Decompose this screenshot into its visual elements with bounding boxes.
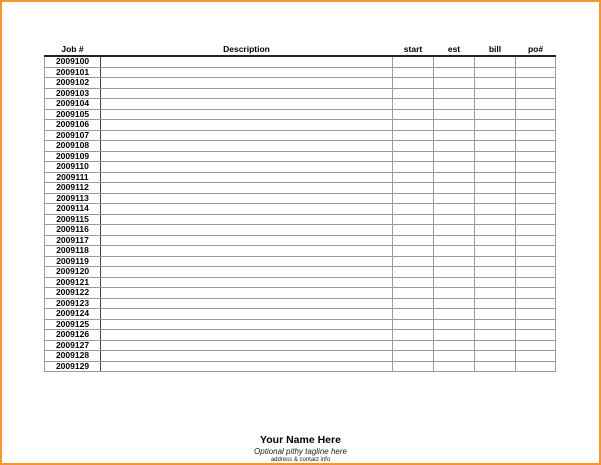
table-row: [45, 204, 556, 215]
job-cell: 2009126: [45, 330, 101, 341]
est-cell[interactable]: [434, 235, 475, 246]
job-cell: 2009112: [45, 183, 101, 194]
footer-name: Your Name Here: [260, 434, 341, 446]
bill-cell[interactable]: [475, 141, 516, 152]
job-cell: 2009116: [45, 225, 101, 236]
description-cell[interactable]: [101, 151, 393, 162]
po-cell[interactable]: [516, 183, 556, 194]
job-cell: 2009124: [45, 309, 101, 320]
table-row: [45, 172, 556, 183]
table-row: [45, 288, 556, 299]
description-cell[interactable]: [101, 214, 393, 225]
job-cell: 2009103: [45, 88, 101, 99]
header-job: Job #: [61, 44, 84, 54]
start-cell[interactable]: [393, 277, 434, 288]
est-cell[interactable]: [434, 214, 475, 225]
job-cell: 2009110: [45, 162, 101, 173]
bill-cell[interactable]: [475, 288, 516, 299]
bill-cell[interactable]: [475, 204, 516, 215]
est-cell[interactable]: [434, 141, 475, 152]
start-cell[interactable]: [393, 109, 434, 120]
description-cell[interactable]: [101, 78, 393, 89]
po-cell[interactable]: [516, 277, 556, 288]
job-cell: 2009125: [45, 319, 101, 330]
table-row: [45, 246, 556, 257]
job-cell: 2009119: [45, 256, 101, 267]
table-row: [45, 235, 556, 246]
description-cell[interactable]: [101, 99, 393, 110]
job-cell: 2009122: [45, 288, 101, 299]
table-row: [45, 151, 556, 162]
est-cell[interactable]: [434, 298, 475, 309]
start-cell[interactable]: [393, 214, 434, 225]
table-row: [45, 99, 556, 110]
table-row: [45, 277, 556, 288]
description-cell[interactable]: [101, 109, 393, 120]
est-cell[interactable]: [434, 99, 475, 110]
start-cell[interactable]: [393, 56, 434, 67]
job-cell: 2009115: [45, 214, 101, 225]
table-row: [45, 56, 556, 67]
est-cell[interactable]: [434, 340, 475, 351]
bill-cell[interactable]: [475, 246, 516, 257]
po-cell[interactable]: [516, 151, 556, 162]
po-cell[interactable]: [516, 351, 556, 362]
po-cell[interactable]: [516, 130, 556, 141]
po-cell[interactable]: [516, 99, 556, 110]
est-cell[interactable]: [434, 267, 475, 278]
bill-cell[interactable]: [475, 56, 516, 67]
po-cell[interactable]: [516, 67, 556, 78]
table-row: [45, 109, 556, 120]
est-cell[interactable]: [434, 225, 475, 236]
job-cell: 2009128: [45, 351, 101, 362]
est-cell[interactable]: [434, 277, 475, 288]
est-cell[interactable]: [434, 246, 475, 257]
header-description: Description: [223, 44, 270, 54]
description-cell[interactable]: [101, 130, 393, 141]
po-cell[interactable]: [516, 256, 556, 267]
table-row: [45, 162, 556, 173]
footer-address: address & contact info: [270, 457, 331, 463]
start-cell[interactable]: [393, 172, 434, 183]
job-cell: 2009107: [45, 130, 101, 141]
description-cell[interactable]: [101, 56, 393, 67]
description-cell[interactable]: [101, 183, 393, 194]
table-row: [45, 267, 556, 278]
est-cell[interactable]: [434, 288, 475, 299]
po-cell[interactable]: [516, 141, 556, 152]
est-cell[interactable]: [434, 330, 475, 341]
table-row: [45, 130, 556, 141]
start-cell[interactable]: [393, 99, 434, 110]
job-cell: 2009100: [45, 56, 101, 67]
po-cell[interactable]: [516, 330, 556, 341]
start-cell[interactable]: [393, 340, 434, 351]
est-cell[interactable]: [434, 361, 475, 372]
bill-cell[interactable]: [475, 67, 516, 78]
po-cell[interactable]: [516, 172, 556, 183]
po-cell[interactable]: [516, 78, 556, 89]
description-cell[interactable]: [101, 256, 393, 267]
po-cell[interactable]: [516, 88, 556, 99]
est-cell[interactable]: [434, 88, 475, 99]
bill-cell[interactable]: [475, 109, 516, 120]
start-cell[interactable]: [393, 246, 434, 257]
bill-cell[interactable]: [475, 361, 516, 372]
description-cell[interactable]: [101, 204, 393, 215]
start-cell[interactable]: [393, 130, 434, 141]
job-cell: 2009114: [45, 204, 101, 215]
est-cell[interactable]: [434, 109, 475, 120]
table-row: [45, 225, 556, 236]
bill-cell[interactable]: [475, 225, 516, 236]
table-row: [45, 193, 556, 204]
bill-cell[interactable]: [475, 309, 516, 320]
start-cell[interactable]: [393, 288, 434, 299]
description-cell[interactable]: [101, 309, 393, 320]
bill-cell[interactable]: [475, 267, 516, 278]
start-cell[interactable]: [393, 162, 434, 173]
table-row: [45, 309, 556, 320]
table-row: [45, 361, 556, 372]
table-row: [45, 67, 556, 78]
bill-cell[interactable]: [475, 351, 516, 362]
job-cell: 2009102: [45, 78, 101, 89]
description-cell[interactable]: [101, 288, 393, 299]
po-cell[interactable]: [516, 120, 556, 131]
job-cell: 2009118: [45, 246, 101, 257]
job-cell: 2009104: [45, 99, 101, 110]
start-cell[interactable]: [393, 88, 434, 99]
est-cell[interactable]: [434, 78, 475, 89]
est-cell[interactable]: [434, 120, 475, 131]
job-cell: 2009108: [45, 141, 101, 152]
po-cell[interactable]: [516, 361, 556, 372]
po-cell[interactable]: [516, 204, 556, 215]
start-cell[interactable]: [393, 67, 434, 78]
job-cell: 2009105: [45, 109, 101, 120]
job-cell: 2009121: [45, 277, 101, 288]
table-row: [45, 330, 556, 341]
bill-cell[interactable]: [475, 277, 516, 288]
description-cell[interactable]: [101, 319, 393, 330]
est-cell[interactable]: [434, 309, 475, 320]
description-cell[interactable]: [101, 330, 393, 341]
est-cell[interactable]: [434, 256, 475, 267]
job-cell: 2009123: [45, 298, 101, 309]
start-cell[interactable]: [393, 330, 434, 341]
header-est: est: [447, 44, 461, 54]
table-row: [45, 141, 556, 152]
description-cell[interactable]: [101, 235, 393, 246]
description-cell[interactable]: [101, 120, 393, 131]
table-row: [45, 351, 556, 362]
start-cell[interactable]: [393, 351, 434, 362]
start-cell[interactable]: [393, 225, 434, 236]
start-cell[interactable]: [393, 78, 434, 89]
est-cell[interactable]: [434, 172, 475, 183]
description-cell[interactable]: [101, 172, 393, 183]
est-cell[interactable]: [434, 319, 475, 330]
start-cell[interactable]: [393, 151, 434, 162]
start-cell[interactable]: [393, 141, 434, 152]
bill-cell[interactable]: [475, 256, 516, 267]
bill-cell[interactable]: [475, 78, 516, 89]
header-bill: bill: [488, 44, 502, 54]
job-cell: 2009129: [45, 361, 101, 372]
bill-cell[interactable]: [475, 298, 516, 309]
po-cell[interactable]: [516, 246, 556, 257]
description-cell[interactable]: [101, 67, 393, 78]
description-cell[interactable]: [101, 340, 393, 351]
job-log-table: [44, 44, 556, 372]
job-cell: 2009111: [45, 172, 101, 183]
description-cell[interactable]: [101, 225, 393, 236]
description-cell[interactable]: [101, 141, 393, 152]
table-row: [45, 214, 556, 225]
po-cell[interactable]: [516, 235, 556, 246]
header-row: [45, 44, 556, 56]
description-cell[interactable]: [101, 88, 393, 99]
header-start: start: [403, 44, 423, 54]
est-cell[interactable]: [434, 193, 475, 204]
bill-cell[interactable]: [475, 214, 516, 225]
table-row: [45, 298, 556, 309]
table-row: [45, 319, 556, 330]
bill-cell[interactable]: [475, 151, 516, 162]
bill-cell[interactable]: [475, 172, 516, 183]
po-cell[interactable]: [516, 298, 556, 309]
est-cell[interactable]: [434, 67, 475, 78]
po-cell[interactable]: [516, 193, 556, 204]
start-cell[interactable]: [393, 298, 434, 309]
bill-cell[interactable]: [475, 183, 516, 194]
description-cell[interactable]: [101, 267, 393, 278]
po-cell[interactable]: [516, 109, 556, 120]
start-cell[interactable]: [393, 204, 434, 215]
description-cell[interactable]: [101, 361, 393, 372]
po-cell[interactable]: [516, 288, 556, 299]
start-cell[interactable]: [393, 235, 434, 246]
description-cell[interactable]: [101, 246, 393, 257]
start-cell[interactable]: [393, 267, 434, 278]
bill-cell[interactable]: [475, 330, 516, 341]
description-cell[interactable]: [101, 193, 393, 204]
start-cell[interactable]: [393, 193, 434, 204]
bill-cell[interactable]: [475, 120, 516, 131]
po-cell[interactable]: [516, 340, 556, 351]
footer-tagline: Optional pithy tagline here: [254, 447, 347, 456]
est-cell[interactable]: [434, 130, 475, 141]
table-row: [45, 340, 556, 351]
job-cell: 2009127: [45, 340, 101, 351]
bill-cell[interactable]: [475, 130, 516, 141]
bill-cell[interactable]: [475, 193, 516, 204]
start-cell[interactable]: [393, 319, 434, 330]
po-cell[interactable]: [516, 162, 556, 173]
bill-cell[interactable]: [475, 340, 516, 351]
table-row: [45, 183, 556, 194]
est-cell[interactable]: [434, 56, 475, 67]
po-cell[interactable]: [516, 56, 556, 67]
job-cell: 2009120: [45, 267, 101, 278]
job-cell: 2009101: [45, 67, 101, 78]
job-cell: 2009109: [45, 151, 101, 162]
description-cell[interactable]: [101, 277, 393, 288]
po-cell[interactable]: [516, 267, 556, 278]
po-cell[interactable]: [516, 319, 556, 330]
start-cell[interactable]: [393, 120, 434, 131]
description-cell[interactable]: [101, 351, 393, 362]
table-row: [45, 256, 556, 267]
bill-cell[interactable]: [475, 162, 516, 173]
po-cell[interactable]: [516, 309, 556, 320]
start-cell[interactable]: [393, 361, 434, 372]
table-row: [45, 78, 556, 89]
start-cell[interactable]: [393, 309, 434, 320]
bill-cell[interactable]: [475, 88, 516, 99]
est-cell[interactable]: [434, 204, 475, 215]
start-cell[interactable]: [393, 256, 434, 267]
po-cell[interactable]: [516, 225, 556, 236]
est-cell[interactable]: [434, 183, 475, 194]
description-cell[interactable]: [101, 298, 393, 309]
job-cell: 2009113: [45, 193, 101, 204]
table-row: [45, 120, 556, 131]
est-cell[interactable]: [434, 162, 475, 173]
bill-cell[interactable]: [475, 319, 516, 330]
job-cell: 2009106: [45, 120, 101, 131]
est-cell[interactable]: [434, 351, 475, 362]
bill-cell[interactable]: [475, 99, 516, 110]
po-cell[interactable]: [516, 214, 556, 225]
table-row: [45, 88, 556, 99]
est-cell[interactable]: [434, 151, 475, 162]
header-po: po#: [527, 44, 544, 54]
bill-cell[interactable]: [475, 235, 516, 246]
start-cell[interactable]: [393, 183, 434, 194]
description-cell[interactable]: [101, 162, 393, 173]
job-cell: 2009117: [45, 235, 101, 246]
